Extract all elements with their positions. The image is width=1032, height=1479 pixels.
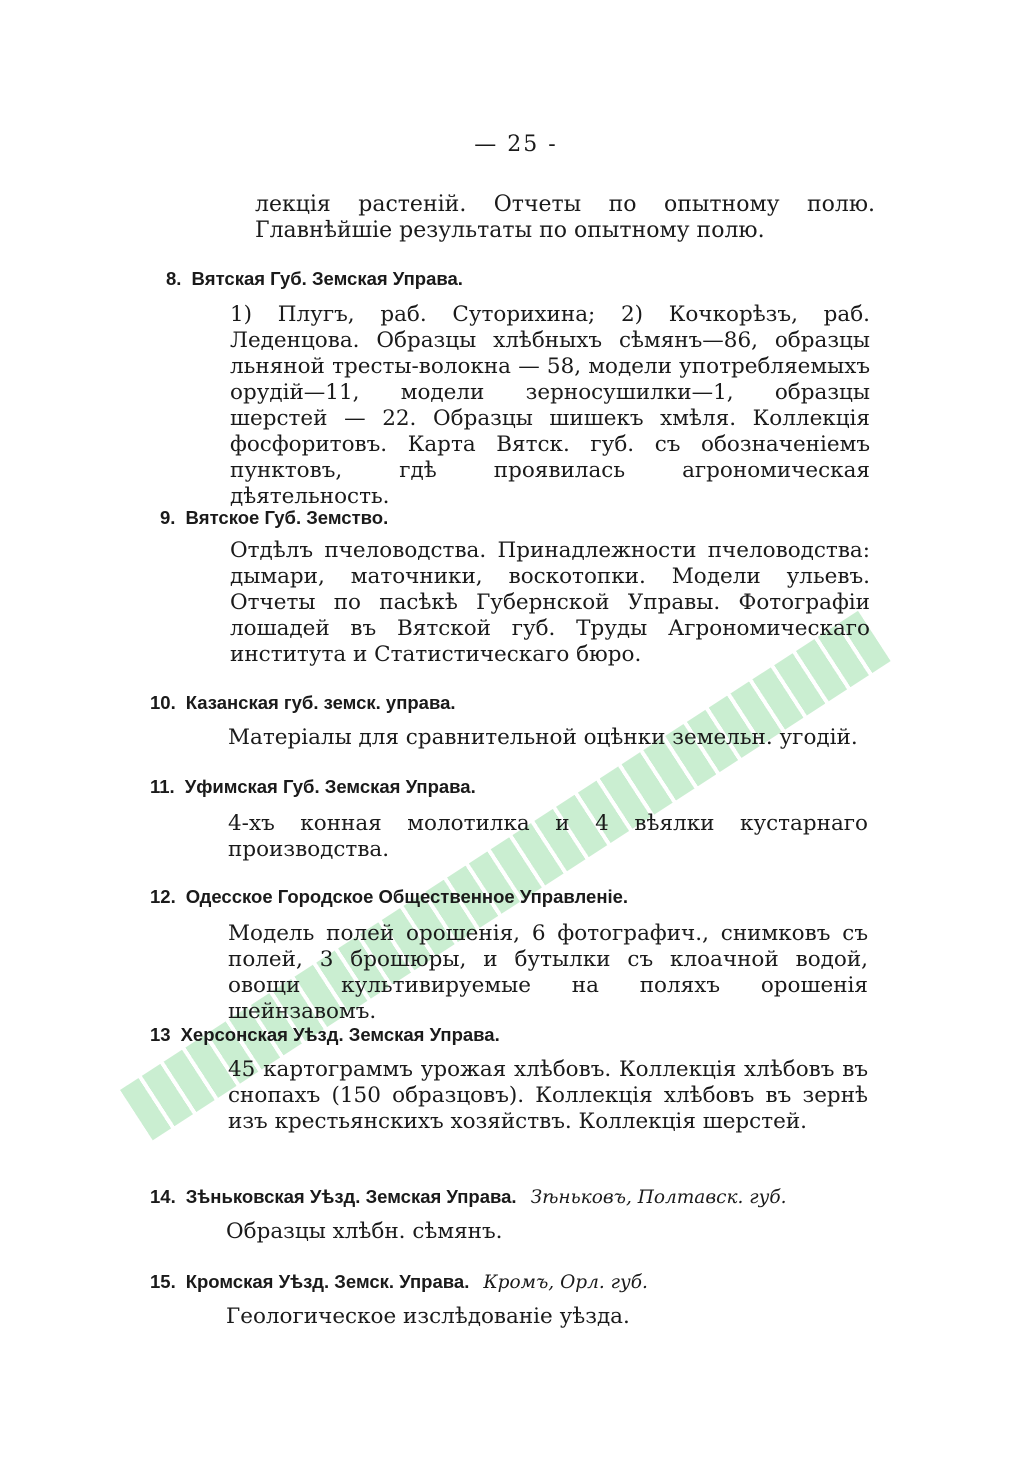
entry-number: 14. — [150, 1186, 176, 1207]
entry-13-body: 45 картограммъ урожая хлѣбовъ. Коллекція хлѣбовъ въ снопахъ (150 образцовъ). Коллекція хлѣбовъ въ зернѣ изъ крестьянскихъ хозяйствъ. Коллекція шерстей. — [228, 1057, 868, 1134]
entry-title: Казанская губ. земск. управа. — [185, 692, 456, 713]
continuation-text: лекція растеній. Отчеты по опытному полю. Главнѣйшіе результаты по опытному полю. — [255, 192, 875, 243]
entry-8-heading — [166, 268, 463, 290]
entry-number: 11. — [150, 776, 175, 797]
entry-number: 15. — [150, 1271, 176, 1292]
entry-title: Херсонская Уѣзд. Земская Управа. — [180, 1024, 500, 1045]
entry-place: Зѣньковъ, Полтавск. губ. — [530, 1187, 787, 1208]
entry-title: Кромская Уѣзд. Земск. Управа. — [185, 1271, 470, 1292]
entry-title: Зѣньковская Уѣзд. Земская Управа. — [185, 1186, 517, 1207]
entry-12-body: Модель полей орошенія, 6 фотографич., снимковъ съ полей, 3 брошюры, и бутылки съ клоачной водой, овощи культивируемые на поляхъ орошенія шейнзавомъ. — [228, 921, 868, 1024]
entry-number: 13 — [150, 1024, 171, 1045]
entry-10-body: Матеріалы для сравнительной оцѣнки земельн. угодій. — [228, 725, 858, 750]
entry-title: Уфимская Губ. Земская Управа. — [184, 776, 476, 797]
entry-title: Вятское Губ. Земство. — [185, 507, 389, 528]
entry-9-heading — [160, 507, 388, 529]
entry-number: 9. — [160, 507, 176, 528]
entry-14-heading — [150, 1186, 787, 1208]
entry-title: Одесское Городское Общественное Управленіе. — [185, 886, 629, 907]
entry-15-body: Геологическое изслѣдованіе уѣзда. — [226, 1304, 630, 1329]
entry-10-heading — [150, 692, 456, 714]
entry-12-heading — [150, 886, 628, 908]
entry-number: 10. — [150, 692, 176, 713]
entry-11-body: 4-хъ конная молотилка и 4 вѣялки кустарнаго производства. — [228, 811, 868, 862]
entry-title: Вятская Губ. Земская Управа. — [191, 268, 463, 289]
entry-14-body: Образцы хлѣбн. сѣмянъ. — [226, 1219, 503, 1244]
entry-11-heading — [150, 776, 476, 798]
entry-9-body: Отдѣлъ пчеловодства. Принадлежности пчеловодства: дымари, маточники, воскотопки. Модели ульевъ. Отчеты по пасѣкѣ Губернской Управы. Фотографіи лошадей въ Вятской губ. Труды Агрономическаго института и Статистическаго бюро. — [230, 538, 870, 667]
entry-8-body: 1) Плугъ, раб. Суторихина; 2) Кочкорѣзъ, раб. Леденцова. Образцы хлѣбныхъ сѣмянъ—86, образцы льняной тресты-волокна — 58, модели употребляемыхъ орудій—11, модели зерносушилки—1, образцы шерстей — 22. Образцы шишекъ хмѣля. Коллекція фосфоритовъ. Карта Вятск. губ. съ обозначеніемъ пунктовъ, гдѣ проявилась агрономическая дѣятельность. — [230, 302, 870, 509]
entry-13-heading — [150, 1024, 500, 1046]
entry-15-heading — [150, 1271, 648, 1293]
page-number: — 25 - — [474, 132, 558, 157]
entry-place: Кромъ, Орл. губ. — [483, 1272, 648, 1293]
entry-number: 12. — [150, 886, 176, 907]
entry-number: 8. — [166, 268, 182, 289]
